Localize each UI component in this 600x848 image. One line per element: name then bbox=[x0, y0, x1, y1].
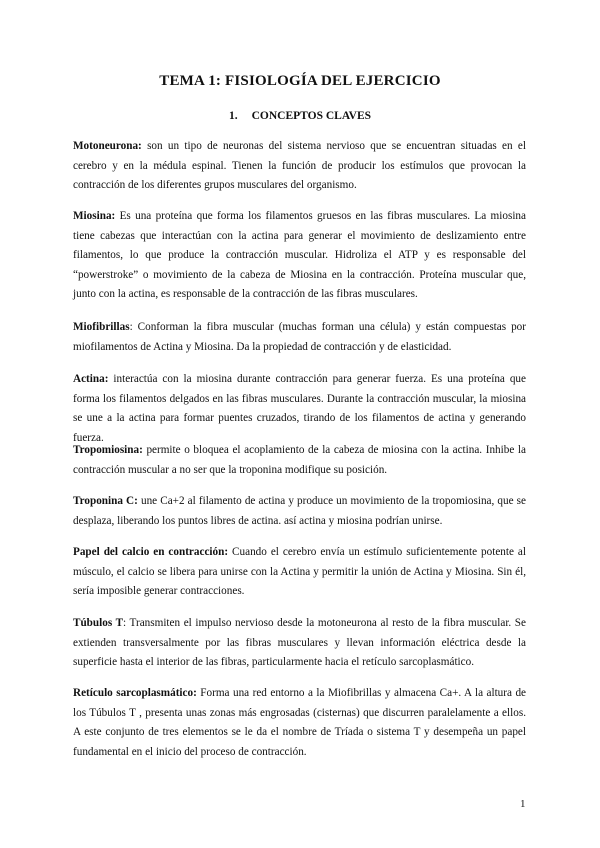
definition-reticulo-sarcoplasmatico bbox=[73, 684, 526, 762]
page-number: 1 bbox=[520, 798, 526, 810]
definition-term: Motoneurona: bbox=[73, 140, 142, 152]
definition-miosina bbox=[73, 207, 526, 305]
definition-actina bbox=[73, 370, 526, 448]
definition-term: Retículo sarcoplasmático: bbox=[73, 687, 197, 699]
definition-text: Cuando el cerebro envía un estímulo suficientemente potente al músculo, el calcio se libera para unirse con la Actina y permitir la unión de Actina y Miosina. Sin él, sería imposible generar contracciones. bbox=[73, 546, 526, 598]
definition-term: Miosina: bbox=[73, 210, 116, 222]
section-heading bbox=[0, 110, 600, 122]
definition-tropomiosina bbox=[73, 441, 526, 480]
definition-term: Papel del calcio en contracción: bbox=[73, 546, 229, 558]
section-title: CONCEPTOS CLAVES bbox=[251, 110, 372, 122]
definition-text: : Transmiten el impulso nervioso desde la motoneurona al resto de la fibra muscular. Se extienden transversalmente por las fibras musculares y llevan información eléctrica desde la superficie hasta el interior de las fibras, particularmente hacia el retículo sarcoplasmático. bbox=[73, 617, 526, 669]
section-number: 1. bbox=[228, 110, 238, 122]
definition-term: Miofibrillas bbox=[73, 321, 130, 333]
definition-term: Tropomiosina: bbox=[73, 444, 143, 456]
definition-text: permite o bloquea el acoplamiento de la cabeza de miosina con la actina. Inhibe la contracción muscular a no ser que la troponina modifique su posición. bbox=[73, 444, 526, 476]
definition-term: Túbulos T bbox=[73, 617, 124, 629]
definition-papel-del-calcio bbox=[73, 543, 526, 602]
definition-text: interactúa con la miosina durante contracción para generar fuerza. Es una proteína que forma los filamentos delgados en las fibras musculares. Durante la contracción muscular, la miosina se une a la actina para formar puentes cruzados, tirando de los filamentos de actina y generando fuerza. bbox=[73, 373, 526, 444]
page-title: TEMA 1: FISIOLOGÍA DEL EJERCICIO bbox=[159, 73, 441, 89]
definition-tubulos-t bbox=[73, 614, 526, 673]
definition-term: Actina: bbox=[73, 373, 109, 385]
definition-term: Troponina C: bbox=[73, 495, 138, 507]
definition-miofibrillas bbox=[73, 318, 526, 357]
definition-text: : Conforman la fibra muscular (muchas forman una célula) y están compuestas por miofilamentos de Actina y Miosina. Da la propiedad de contracción y de elasticidad. bbox=[73, 321, 526, 353]
definition-text: une Ca+2 al filamento de actina y produce un movimiento de la tropomiosina, que se desplaza, liberando los puntos libres de actina. así actina y miosina podrían unirse. bbox=[73, 495, 526, 527]
definition-text: Forma una red entorno a la Miofibrillas y almacena Ca+. A la altura de los Túbulos T , presenta unas zonas más engrosadas (cisternas) que discurren paralelamente a ellos. A este conjunto de tres elementos se le da el nombre de Tríada o sistema T y desempeña un papel fundamental en el inicio del proceso de contracción. bbox=[73, 687, 526, 758]
definition-troponina-c bbox=[73, 492, 526, 531]
definition-text: son un tipo de neuronas del sistema nervioso que se encuentran situadas en el cerebro y en la médula espinal. Tienen la función de producir los estímulos que provocan la contracción de los diferentes grupos musculares del organismo. bbox=[73, 140, 526, 192]
definition-motoneurona bbox=[73, 137, 526, 196]
definition-text: Es una proteína que forma los filamentos gruesos en las fibras musculares. La miosina tiene cabezas que interactúan con la actina para generar el movimiento de deslizamiento entre filamentos, lo que produce la contracción muscular. Hidroliza el ATP y es responsable del “powerstroke” o movimiento de la cabeza de Miosina en la contracción. Proteína muscular que, junto con la actina, es responsable de la contracción de las fibras musculares. bbox=[73, 210, 526, 301]
